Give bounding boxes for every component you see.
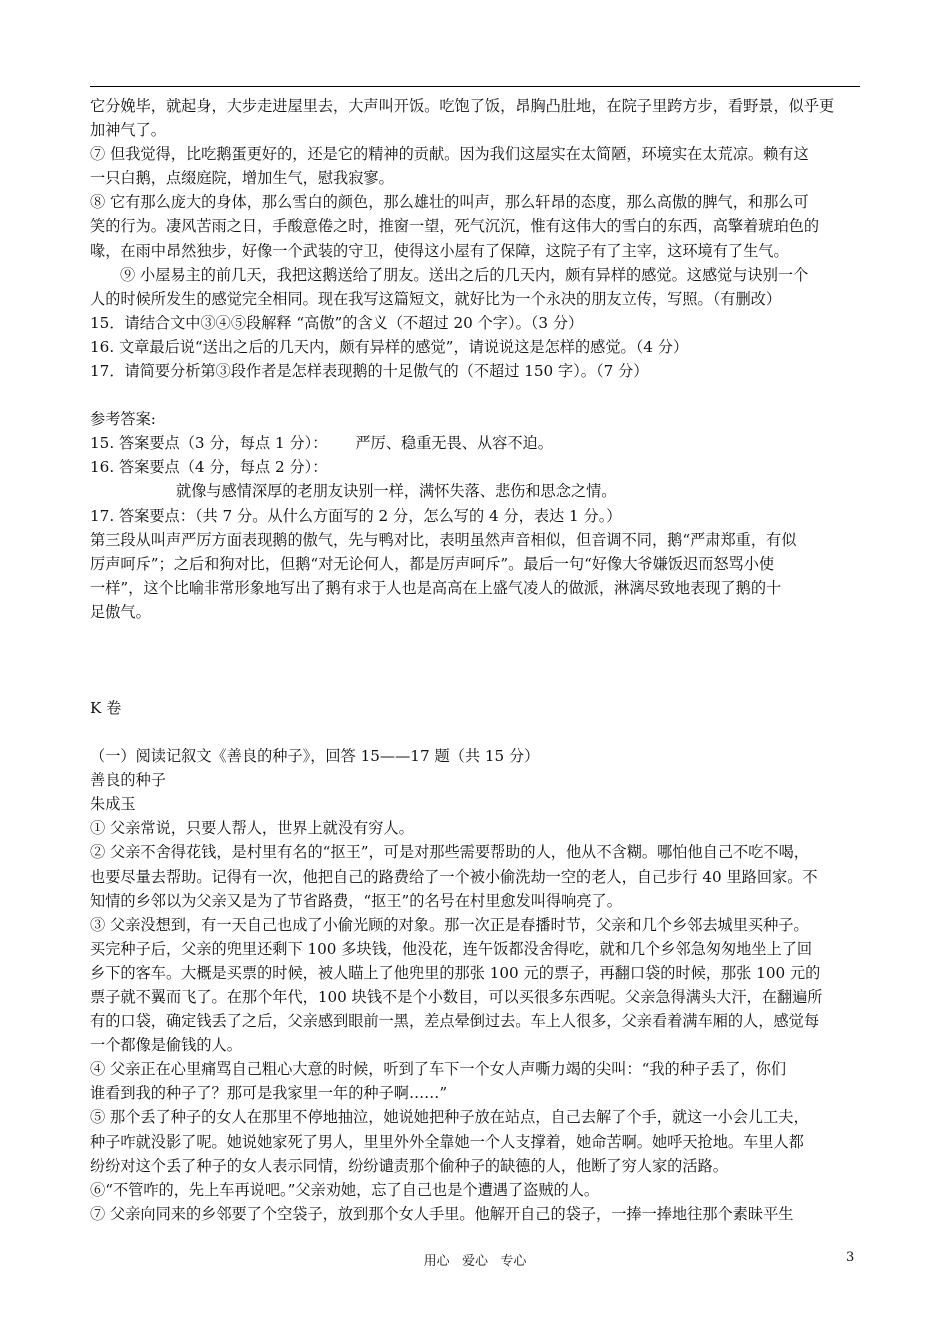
paragraph-line: 笑的行为。凄风苦雨之日，手酸意倦之时，推窗一望，死气沉沉，惟有这伟大的雪白的东西，高擎着琥珀色的 xyxy=(90,217,819,236)
paragraph-line: 喙，在雨中昂然独步，好像一个武装的守卫，使得这小屋有了保障，这院子有了主宰，这环境有了生气。 xyxy=(90,241,789,260)
story-line: 一个都像是偷钱的人。 xyxy=(90,1036,242,1055)
story-line: ② 父亲不舍得花钱，是村里有名的“抠王”，可是对那些需要帮助的人，他从不含糊。哪怕他自己不吃不喝， xyxy=(90,843,809,862)
story-line: ⑥“不管咋的，先上车再说吧。”父亲劝她，忘了自己也是个遭遇了盗贼的人。 xyxy=(90,1180,600,1199)
story-line: ③ 父亲没想到，有一天自己也成了小偷光顾的对象。那一次正是春播时节，父亲和几个乡邻去城里买种子。 xyxy=(90,915,809,934)
section-k-passage xyxy=(90,744,860,1226)
story-line: ① 父亲常说，只要人帮人，世界上就没有穷人。 xyxy=(90,819,414,838)
section-k-instruction: （一）阅读记叙文《善良的种子》，回答 15——17 题（共 15 分） xyxy=(90,747,540,766)
story-line: ⑦ 父亲向同来的乡邻要了个空袋子，放到那个女人手里。他解开自己的袋子，一捧一捧地往那个素昧平生 xyxy=(90,1204,794,1223)
answer-15-text: 严厉、稳重无畏、从容不迫。 xyxy=(355,434,553,453)
answer-16-label: 16. 答案要点（4 分，每点 2 分）： xyxy=(90,458,328,477)
story-line: 种子咋就没影了呢。她说她家死了男人，里里外外全靠她一个人支撑着，她命苦啊。她呼天抢地。车里人都 xyxy=(90,1132,804,1151)
story-line: 也要尽量去帮助。记得有一次，他把自己的路费给了一个被小偷洗劫一空的老人，自己步行 40 里路回家。不 xyxy=(90,867,818,886)
paragraph-line: 一只白鹅，点缀庭院，增加生气，慰我寂寥。 xyxy=(90,169,394,188)
story-line: 谁看到我的种子了？那可是我家里一年的种子啊……” xyxy=(90,1084,448,1103)
story-title: 善良的种子 xyxy=(90,771,166,790)
question-16: 16. 文章最后说“送出之后的几天内，颇有异样的感觉”，请说说这是怎样的感觉。（4 分） xyxy=(90,337,689,356)
answer-key xyxy=(90,407,860,624)
story-line: 票子就不翼而飞了。在那个年代，100 块钱不是个小数目，可以买很多东西呢。父亲急得满头大汗，在翻遍所 xyxy=(90,988,823,1006)
paragraph-line: 人的时候所发生的感觉完全相同。现在我写这篇短文，就好比为一个永决的朋友立传，写照。（有删改） xyxy=(90,289,782,308)
paragraph-line: 它分娩毕，就起身，大步走进屋里去，大声叫开饭。吃饱了饭，昂胸凸肚地，在院子里跨方步，看野景，似乎更 xyxy=(90,97,835,115)
paragraph-line: ⑦ 但我觉得，比吃鹅蛋更好的，还是它的精神的贡献。因为我们这屋实在太简陋，环境实在太荒凉。赖有这 xyxy=(90,145,809,164)
question-17: 17．请简要分析第③段作者是怎样表现鹅的十足傲气的（不超过 150 字）。（7 分） xyxy=(90,362,649,381)
answer-heading: 参考答案: xyxy=(90,410,156,429)
page-content xyxy=(90,94,860,1226)
paragraph-line: 加神气了。 xyxy=(90,121,166,140)
answer-17-label: 17. 答案要点：（共 7 分。从什么方面写的 2 分，怎么写的 4 分，表达 1 分。） xyxy=(90,506,622,525)
story-line: ④ 父亲正在心里痛骂自己粗心大意的时候，听到了车下一个女人声嘶力竭的尖叫：“我的种子丢了，你们 xyxy=(90,1060,787,1079)
answer-17-line: 第三段从叫声严厉方面表现鹅的傲气，先与鸭对比，表明虽然声音相似，但音调不同，鹅“严肃郑重，有似 xyxy=(90,530,797,549)
answer-17-line: 足傲气。 xyxy=(90,602,151,621)
story-line: 有的口袋，确定钱丢了之后，父亲感到眼前一黑，差点晕倒过去。车上人很多，父亲看着满车厢的人，感觉每 xyxy=(90,1012,819,1031)
answer-15-label: 15. 答案要点（3 分，每点 1 分）： xyxy=(90,434,328,453)
page-footer xyxy=(0,1250,950,1270)
passage-a-tail xyxy=(90,94,860,383)
section-k-title: K 卷 xyxy=(90,698,122,717)
story-line: 知情的乡邻以为父亲又是为了节省路费，“抠王”的名号在村里愈发叫得响亮了。 xyxy=(90,891,622,910)
answer-15 xyxy=(90,431,860,455)
story-author: 朱成玉 xyxy=(90,795,136,814)
page-number: 3 xyxy=(846,1250,855,1265)
paragraph-line: ⑨ 小屋易主的前几天，我把这鹅送给了朋友。送出之后的几天内，颇有异样的感觉。这感觉与诀别一个 xyxy=(120,265,809,284)
story-line: 买完种子后，父亲的兜里还剩下 100 多块钱，他没花，连午饭都没舍得吃，就和几个乡邻急匆匆地坐上了回 xyxy=(90,939,813,958)
answer-17-line: 厉声呵斥”；之后和狗对比，但鹅“对无论何人，都是厉声呵斥”。最后一句“好像大爷嫌饭迟而怒骂小使 xyxy=(90,554,775,573)
story-line: ⑤ 那个丢了种子的女人在那里不停地抽泣，她说她把种子放在站点，自己去解了个手，就这一小会儿工夫， xyxy=(90,1108,809,1127)
answer-17-line: 一样”，这个比喻非常形象地写出了鹅有求于人也是高高在上盛气凌人的做派，淋漓尽致地表现了鹅的十 xyxy=(90,578,782,597)
footer-motto: 用心 爱心 专心 xyxy=(423,1254,527,1269)
header-rule xyxy=(90,86,860,87)
answer-16-text: 就像与感情深厚的老朋友诀别一样，满怀失落、悲伤和思念之情。 xyxy=(176,482,617,501)
story-line: 纷纷对这个丢了种子的女人表示同情，纷纷谴责那个偷种子的缺德的人，他断了穷人家的活路。 xyxy=(90,1156,728,1175)
story-line: 乡下的客车。大概是买票的时候，被人瞄上了他兜里的那张 100 元的票子，再翻口袋的时候，那张 100 元的 xyxy=(90,963,821,982)
question-15: 15．请结合文中③④⑤段解释 “高傲”的含义（不超过 20 个字）。（3 分） xyxy=(90,313,584,332)
paragraph-line: ⑧ 它有那么庞大的身体，那么雪白的颜色，那么雄壮的叫声，那么轩昂的态度，那么高傲的脾气，和那么可 xyxy=(90,193,809,212)
